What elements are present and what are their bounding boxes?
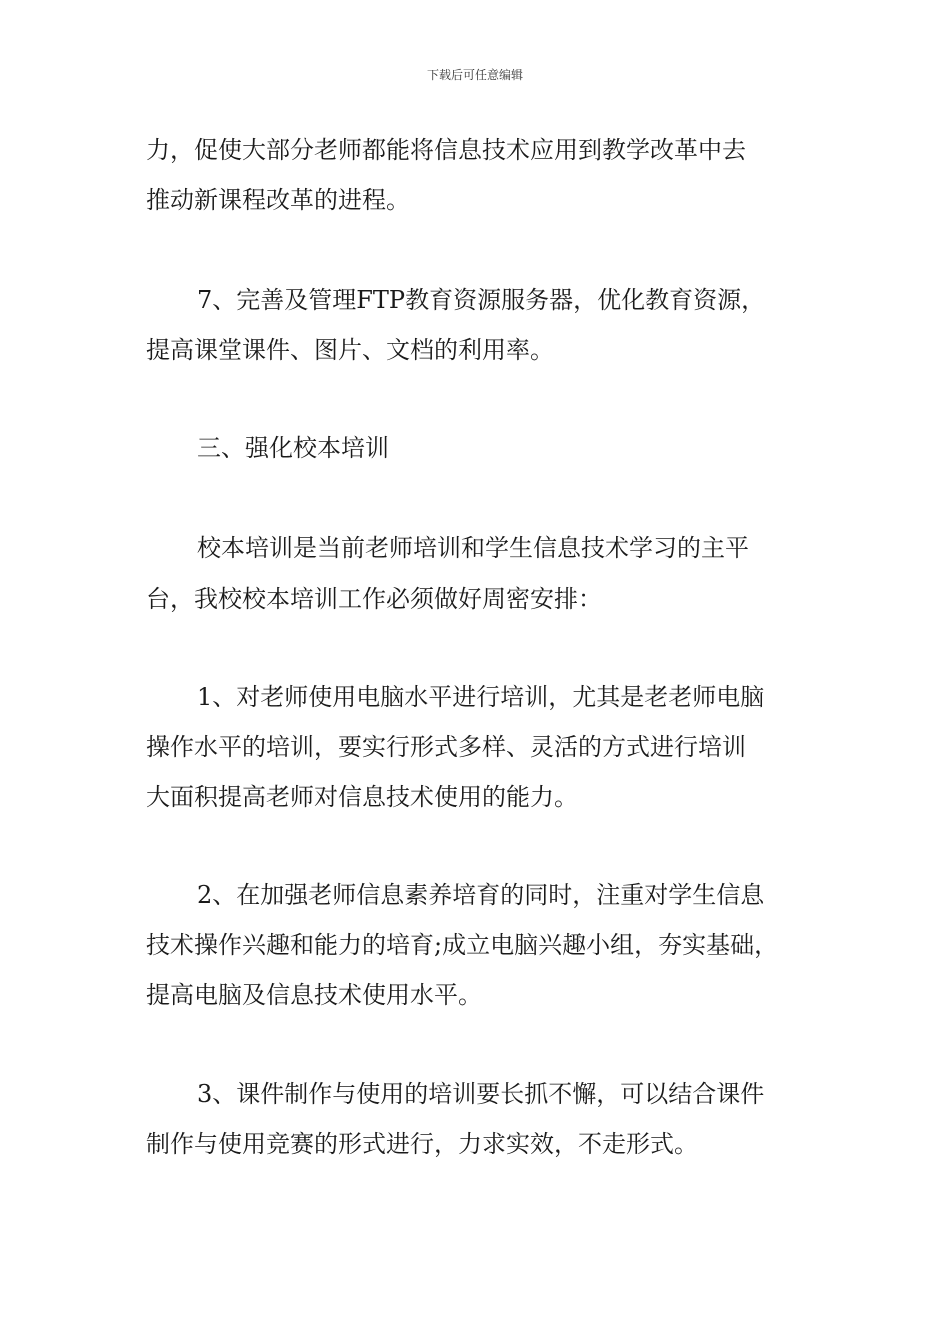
page-header: 下载后可任意编辑 <box>426 68 523 82</box>
paragraph-line: 力，促使大部分老师都能将信息技术应用到教学改革中去 <box>146 136 746 164</box>
paragraph-line: 校本培训是当前老师培训和学生信息技术学习的主平 <box>197 534 749 562</box>
paragraph-line: 台，我校校本培训工作必须做好周密安排： <box>146 585 602 613</box>
section-heading: 三、强化校本培训 <box>197 434 389 462</box>
paragraph-line: 提高电脑及信息技术使用水平。 <box>146 981 482 1009</box>
paragraph-line: 大面积提高老师对信息技术使用的能力。 <box>146 783 578 811</box>
paragraph-line: 技术操作兴趣和能力的培育;成立电脑兴趣小组，夯实基础， <box>146 931 779 959</box>
paragraph-line: 推动新课程改革的进程。 <box>146 186 410 214</box>
paragraph-line: 3、课件制作与使用的培训要长抓不懈，可以结合课件 <box>197 1080 765 1108</box>
paragraph-line: 2、在加强老师信息素养培育的同时，注重对学生信息 <box>197 881 765 909</box>
paragraph-line: 1、对老师使用电脑水平进行培训，尤其是老老师电脑 <box>197 683 765 711</box>
paragraph-line: 提高课堂课件、图片、文档的利用率。 <box>146 336 554 364</box>
paragraph-line: 7、完善及管理FTP教育资源服务器，优化教育资源， <box>197 286 766 314</box>
paragraph-line: 制作与使用竞赛的形式进行，力求实效，不走形式。 <box>146 1130 698 1158</box>
paragraph-line: 操作水平的培训，要实行形式多样、灵活的方式进行培训 <box>146 733 746 761</box>
